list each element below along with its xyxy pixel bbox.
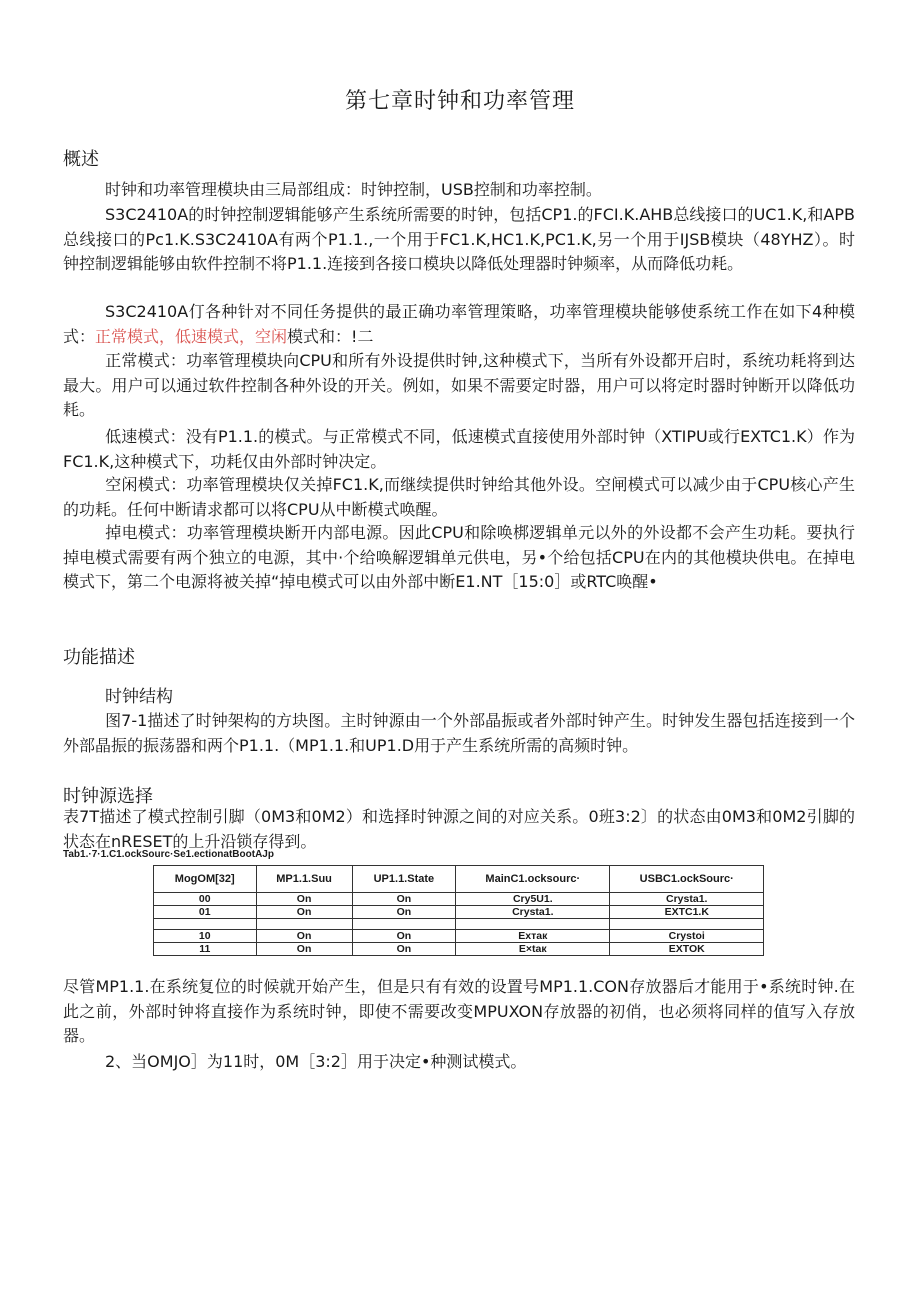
table-cell — [154, 919, 257, 930]
table-header-cell: USBC1.ockSourc· — [610, 866, 764, 893]
subheading-clock-structure: 时钟结构 — [105, 687, 173, 707]
table-caption: Tab1.·7·1.C1.ockSourc·Se1.ectionatBootAJp — [63, 849, 274, 860]
table-cell: EXTC1.K — [610, 906, 764, 919]
table-header-cell: UP1.1.State — [352, 866, 455, 893]
table-cell: Cry5U1. — [456, 893, 610, 906]
table-cell: On — [352, 943, 455, 956]
table-header-cell: MogOM[32] — [154, 866, 257, 893]
table-cell: E×taк — [456, 943, 610, 956]
table-cell: EXTOK — [610, 943, 764, 956]
clock-source-table — [153, 865, 764, 956]
table-header-cell: MainC1.ocksourc· — [456, 866, 610, 893]
heading-function: 功能描述 — [63, 647, 135, 668]
table-cell — [256, 919, 352, 930]
table-header-row — [154, 866, 764, 893]
normal-mode-paragraph: 正常模式：功率管理模块向CPU和所有外设提供时钟,这种模式下，当所有外设都开启时，系统功耗将到达最大。用户可以通过软件控制各种外设的开关。例如，如果不需要定时器，用户可以将定时器时钟断开以降低功耗。 — [63, 351, 855, 419]
table-row — [154, 943, 764, 956]
table-cell: On — [256, 930, 352, 943]
modes-highlight: 正常模式，低速模式，空闲 — [95, 326, 288, 346]
table-cell: 11 — [154, 943, 257, 956]
test-mode-paragraph: 2、当OMJO］为11时，0M［3:2］用于决定•种测试模式。 — [105, 1052, 527, 1071]
table-cell — [610, 919, 764, 930]
table-cell: On — [352, 906, 455, 919]
table-cell: Crystoi — [610, 930, 764, 943]
mpll-paragraph: 尽管MP1.1.在系统复位的时候就开始产生，但是只有有效的设置号MP1.1.CON存放器后才能用于•系统时钟.在此之前，外部时钟将直接作为系统时钟，即使不需要改变MPUXON存放器的初俏，也必须将同样的值写入存放器。 — [63, 977, 855, 1045]
table-cell: 10 — [154, 930, 257, 943]
slow-mode-paragraph: 低速模式：没有P1.1.的模式。与正常模式不同，低速模式直接使用外部时钟（XTIPU或行EXTC1.K）作为FC1.K,这种模式下，功耗仅由外部时钟决定。 — [63, 427, 855, 471]
clock-structure-paragraph: 图7-1描述了时钟架构的方块图。主时钟源由一个外部晶振或者外部时钟产生。时钟发生器包括连接到一个外部晶振的振荡器和两个P1.1.（MP1.1.和UP1.D用于产生系统所需的高频时钟。 — [63, 711, 855, 755]
table-cell: 00 — [154, 893, 257, 906]
overview-paragraph-2: S3C2410A的时钟控制逻辑能够产生系统所需要的时钟，包括CP1.的FCI.K.AHB总线接口的UC1.K,和APB总线接口的Pc1.K.S3C2410A有两个P1.1.,一个用于FC1.K,HC1.K,PC1.K,另一个用于IJSB模块（48YHZ）。时钟控制逻辑能够由软件控制不将P1.1.连接到各接口模块以降低处理器时钟频率，从而降低功耗。 — [63, 205, 855, 273]
table-row — [154, 930, 764, 943]
table-row — [154, 906, 764, 919]
clock-source-paragraph: 表7T描述了模式控制引脚（0M3和0M2）和选择时钟源之间的对应关系。0班3:2〕的状态由0M3和0M2引脚的状态在nRESET的上升沿锁存得到。 — [63, 807, 855, 851]
power-off-mode-paragraph: 掉电模式：功率管理模块断开内部电源。因此CPU和除唤梆逻辑单元以外的外设都不会产生功耗。要执行掉电模式需要有两个独立的电源，其中·个给唤解逻辑单元供电，另•个给包括CPU在内的其他模块供电。在掉电模式下，第二个电源将被关掉“掉电模式可以由外部中断E1.NT［15:0］或RTC唤醒• — [63, 523, 855, 591]
table-cell: On — [256, 943, 352, 956]
table-cell: On — [256, 906, 352, 919]
table-cell: On — [352, 930, 455, 943]
overview-paragraph-1: 时钟和功率管理模块由三局部组成：时钟控制，USB控制和功率控制。 — [105, 180, 602, 199]
table-cell: Eхтaк — [456, 930, 610, 943]
table-row — [154, 919, 764, 930]
table-header-cell: MP1.1.Suu — [256, 866, 352, 893]
table-cell: On — [256, 893, 352, 906]
table-cell: 01 — [154, 906, 257, 919]
heading-overview: 概述 — [63, 149, 99, 170]
table-cell — [456, 919, 610, 930]
table-cell: Crysta1. — [610, 893, 764, 906]
idle-mode-paragraph: 空闲模式：功率管理模块仅关掉FC1.K,而继续提供时钟给其他外设。空闸模式可以减少由于CPU核心产生的功耗。任何中断请求都可以将CPU从中断模式唤醒。 — [63, 475, 855, 519]
heading-clock-source: 时钟源选择 — [63, 786, 153, 807]
table-row — [154, 893, 764, 906]
table-cell — [352, 919, 455, 930]
page-title: 第七章时钟和功率管理 — [344, 89, 575, 114]
table-cell: On — [352, 893, 455, 906]
overview-paragraph-3: S3C2410A仃各种针对不同任务提供的最正确功率管理策略，功率管理模块能够使系统工作在如下4种模式：正常模式，低速模式，空闲模式和：!二 — [63, 302, 855, 346]
table-cell: Crysta1. — [456, 906, 610, 919]
